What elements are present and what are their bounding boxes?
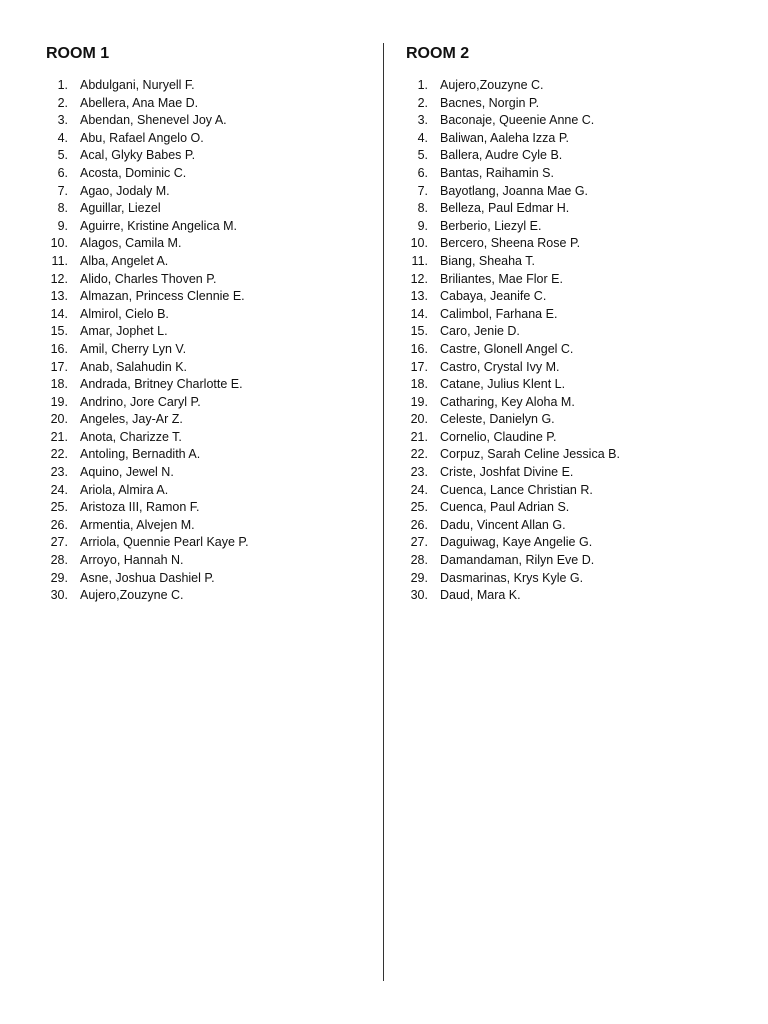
list-item — [406, 165, 620, 183]
list-item-number: 22. — [410, 447, 428, 462]
list-item-number: 8. — [417, 201, 428, 216]
list-item-number: 21. — [410, 429, 428, 444]
list-item — [46, 235, 249, 253]
list-item — [406, 112, 620, 130]
list-item-number: 14. — [410, 306, 428, 321]
list-item — [406, 552, 620, 570]
list-item — [46, 130, 249, 148]
list-item — [406, 253, 620, 271]
list-item — [406, 517, 620, 535]
list-item — [406, 587, 620, 605]
student-name: Anota, Charizze T. — [80, 429, 182, 444]
student-name: Ariola, Almira A. — [80, 482, 169, 497]
list-item-number: 27. — [50, 535, 68, 550]
student-name: Aujero,Zouzyne C. — [440, 78, 544, 92]
list-item — [46, 323, 249, 341]
list-item-number: 5. — [417, 148, 428, 163]
list-item — [406, 499, 620, 517]
list-item — [46, 147, 249, 165]
list-item-number: 30. — [410, 588, 428, 603]
student-name: Daguiwag, Kaye Angelie G. — [440, 535, 593, 550]
list-item-number: 27. — [410, 535, 428, 550]
student-name: Castre, Glonell Angel C. — [440, 341, 574, 356]
student-name: Agao, Jodaly M. — [80, 183, 170, 198]
student-name: Bantas, Raihamin S. — [440, 165, 554, 180]
student-name: Antoling, Bernadith A. — [80, 447, 201, 462]
list-item-number: 10. — [410, 236, 428, 251]
list-item-number: 23. — [410, 465, 428, 480]
student-name: Catharing, Key Aloha M. — [440, 394, 575, 409]
list-item — [46, 517, 249, 535]
list-item — [46, 165, 249, 183]
list-item-number: 24. — [410, 482, 428, 497]
list-item-number: 9. — [417, 218, 428, 233]
list-item-number: 28. — [410, 553, 428, 568]
list-item — [46, 482, 249, 500]
student-name: Asne, Joshua Dashiel P. — [80, 570, 215, 585]
list-item-number: 17. — [410, 359, 428, 374]
list-item-number: 12. — [410, 271, 428, 286]
list-item — [46, 271, 249, 289]
student-name: Cabaya, Jeanife C. — [440, 289, 547, 304]
list-item-number: 15. — [410, 324, 428, 339]
student-name: Aristoza III, Ramon F. — [80, 500, 200, 515]
room-title: ROOM 1 — [46, 45, 110, 62]
list-item-number: 13. — [50, 289, 68, 304]
list-item-number: 14. — [50, 306, 68, 321]
list-item-number: 25. — [410, 500, 428, 515]
list-item-number: 5. — [57, 148, 68, 163]
list-item — [406, 341, 620, 359]
list-item-number: 29. — [50, 570, 68, 585]
list-item — [46, 306, 249, 324]
student-name: Andrada, Britney Charlotte E. — [80, 377, 243, 392]
student-name: Abu, Rafael Angelo O. — [80, 130, 204, 145]
student-name: Abendan, Shenevel Joy A. — [80, 113, 227, 128]
list-item-number: 7. — [57, 183, 68, 198]
list-item-number: 4. — [417, 130, 428, 145]
list-item-number: 11. — [51, 253, 68, 268]
list-item — [406, 376, 620, 394]
list-item — [406, 130, 620, 148]
list-item — [46, 77, 249, 95]
list-item-number: 22. — [50, 447, 68, 462]
list-item — [46, 341, 249, 359]
list-item — [46, 376, 249, 394]
student-name: Belleza, Paul Edmar H. — [440, 201, 570, 216]
list-item — [46, 411, 249, 429]
list-item-number: 2. — [57, 95, 68, 110]
list-item-number: 24. — [50, 482, 68, 497]
list-item-number: 18. — [410, 377, 428, 392]
student-name: Bercero, Sheena Rose P. — [440, 236, 581, 251]
student-name: Arroyo, Hannah N. — [80, 553, 184, 568]
student-name: Calimbol, Farhana E. — [440, 306, 558, 321]
student-name: Cornelio, Claudine P. — [440, 429, 557, 444]
list-item-number: 8. — [57, 201, 68, 216]
student-name: Andrino, Jore Caryl P. — [80, 394, 201, 409]
student-name: Corpuz, Sarah Celine Jessica B. — [440, 447, 620, 462]
student-name: Aguirre, Kristine Angelica M. — [80, 218, 238, 233]
student-name: Ballera, Audre Cyle B. — [440, 148, 563, 163]
student-name: Castro, Crystal Ivy M. — [440, 359, 560, 374]
list-item-number: 16. — [410, 341, 428, 356]
student-name: Biang, Sheaha T. — [440, 253, 535, 268]
list-item — [46, 183, 249, 201]
student-name: Almirol, Cielo B. — [80, 306, 169, 321]
list-item-number: 3. — [57, 113, 68, 128]
student-name: Abdulgani, Nuryell F. — [80, 78, 195, 92]
list-item-number: 7. — [417, 183, 428, 198]
list-item — [46, 394, 249, 412]
student-name: Angeles, Jay-Ar Z. — [80, 412, 183, 427]
list-item — [406, 482, 620, 500]
list-item — [46, 570, 249, 588]
list-item-number: 19. — [410, 394, 428, 409]
list-item — [406, 411, 620, 429]
student-name: Aguillar, Liezel — [80, 201, 161, 216]
list-item — [406, 359, 620, 377]
list-item-number: 6. — [417, 165, 428, 180]
student-name: Catane, Julius Klent L. — [440, 377, 566, 392]
student-list — [406, 77, 620, 605]
list-item — [46, 359, 249, 377]
list-item-number: 4. — [57, 130, 68, 145]
student-name: Arriola, Quennie Pearl Kaye P. — [80, 535, 249, 550]
list-item-number: 20. — [50, 412, 68, 427]
student-name: Cuenca, Lance Christian R. — [440, 482, 593, 497]
student-name: Caro, Jenie D. — [440, 324, 520, 339]
student-name: Alba, Angelet A. — [80, 253, 169, 268]
list-item-number: 28. — [50, 553, 68, 568]
student-name: Armentia, Alvejen M. — [80, 517, 195, 532]
list-item — [406, 271, 620, 289]
student-name: Aquino, Jewel N. — [80, 465, 174, 480]
list-item — [406, 288, 620, 306]
student-name: Dasmarinas, Krys Kyle G. — [440, 570, 584, 585]
list-item — [46, 534, 249, 552]
student-name: Baconaje, Queenie Anne C. — [440, 113, 595, 128]
list-item-number: 3. — [417, 113, 428, 128]
student-name: Berberio, Liezyl E. — [440, 218, 542, 233]
list-item — [46, 499, 249, 517]
list-item-number: 25. — [50, 500, 68, 515]
student-name: Alido, Charles Thoven P. — [80, 271, 217, 286]
list-item-number: 21. — [50, 429, 68, 444]
list-item-number: 11. — [411, 253, 428, 268]
room-1-section — [46, 44, 249, 605]
student-name: Acosta, Dominic C. — [80, 165, 187, 180]
list-item-number: 20. — [410, 412, 428, 427]
list-item — [46, 253, 249, 271]
student-name: Anab, Salahudin K. — [80, 359, 188, 374]
student-name: Daud, Mara K. — [440, 588, 521, 603]
list-item — [406, 394, 620, 412]
list-item-number: 17. — [50, 359, 68, 374]
list-item-number: 9. — [57, 218, 68, 233]
list-item-number: 16. — [50, 341, 68, 356]
list-item — [46, 218, 249, 236]
list-item — [46, 200, 249, 218]
list-item — [406, 306, 620, 324]
student-name: Baliwan, Aaleha Izza P. — [440, 130, 570, 145]
list-item — [406, 95, 620, 113]
list-item — [46, 112, 249, 130]
list-item — [46, 288, 249, 306]
list-item-number: 30. — [50, 588, 68, 603]
list-item-number: 10. — [50, 236, 68, 251]
list-item — [46, 95, 249, 113]
student-name: Celeste, Danielyn G. — [440, 412, 555, 427]
list-item-number: 12. — [50, 271, 68, 286]
list-item — [46, 464, 249, 482]
list-item — [406, 200, 620, 218]
list-item — [406, 570, 620, 588]
list-item — [406, 464, 620, 482]
list-item — [406, 183, 620, 201]
student-name: Amil, Cherry Lyn V. — [80, 341, 187, 356]
student-name: Amar, Jophet L. — [80, 324, 168, 339]
list-item — [46, 552, 249, 570]
student-name: Dadu, Vincent Allan G. — [440, 517, 566, 532]
list-item — [406, 429, 620, 447]
list-item-number: 19. — [50, 394, 68, 409]
room-2-section — [406, 44, 620, 605]
student-name: Bacnes, Norgin P. — [440, 95, 540, 110]
list-item-number: 15. — [50, 324, 68, 339]
student-name: Cuenca, Paul Adrian S. — [440, 500, 570, 515]
list-item — [406, 446, 620, 464]
list-item — [406, 147, 620, 165]
list-item — [406, 323, 620, 341]
student-name: Bayotlang, Joanna Mae G. — [440, 183, 589, 198]
list-item-number: 18. — [50, 377, 68, 392]
list-item-number: 13. — [410, 289, 428, 304]
student-name: Damandaman, Rilyn Eve D. — [440, 553, 595, 568]
list-item-number: 1. — [57, 78, 68, 92]
list-item — [406, 77, 620, 95]
student-name: Abellera, Ana Mae D. — [80, 95, 199, 110]
list-item — [46, 587, 249, 605]
student-list — [46, 77, 249, 605]
list-item — [46, 446, 249, 464]
room-title: ROOM 2 — [406, 45, 470, 62]
column-divider — [383, 43, 384, 981]
list-item-number: 26. — [410, 517, 428, 532]
list-item — [46, 429, 249, 447]
student-name: Almazan, Princess Clennie E. — [80, 289, 245, 304]
list-item-number: 23. — [50, 465, 68, 480]
list-item-number: 2. — [417, 95, 428, 110]
student-name: Aujero,Zouzyne C. — [80, 588, 184, 603]
list-item-number: 6. — [57, 165, 68, 180]
student-name: Criste, Joshfat Divine E. — [440, 465, 574, 480]
list-item-number: 1. — [417, 78, 428, 92]
list-item — [406, 218, 620, 236]
student-name: Acal, Glyky Babes P. — [80, 148, 196, 163]
list-item — [406, 534, 620, 552]
list-item-number: 29. — [410, 570, 428, 585]
student-name: Alagos, Camila M. — [80, 236, 182, 251]
list-item — [406, 235, 620, 253]
list-item-number: 26. — [50, 517, 68, 532]
student-name: Briliantes, Mae Flor E. — [440, 271, 563, 286]
